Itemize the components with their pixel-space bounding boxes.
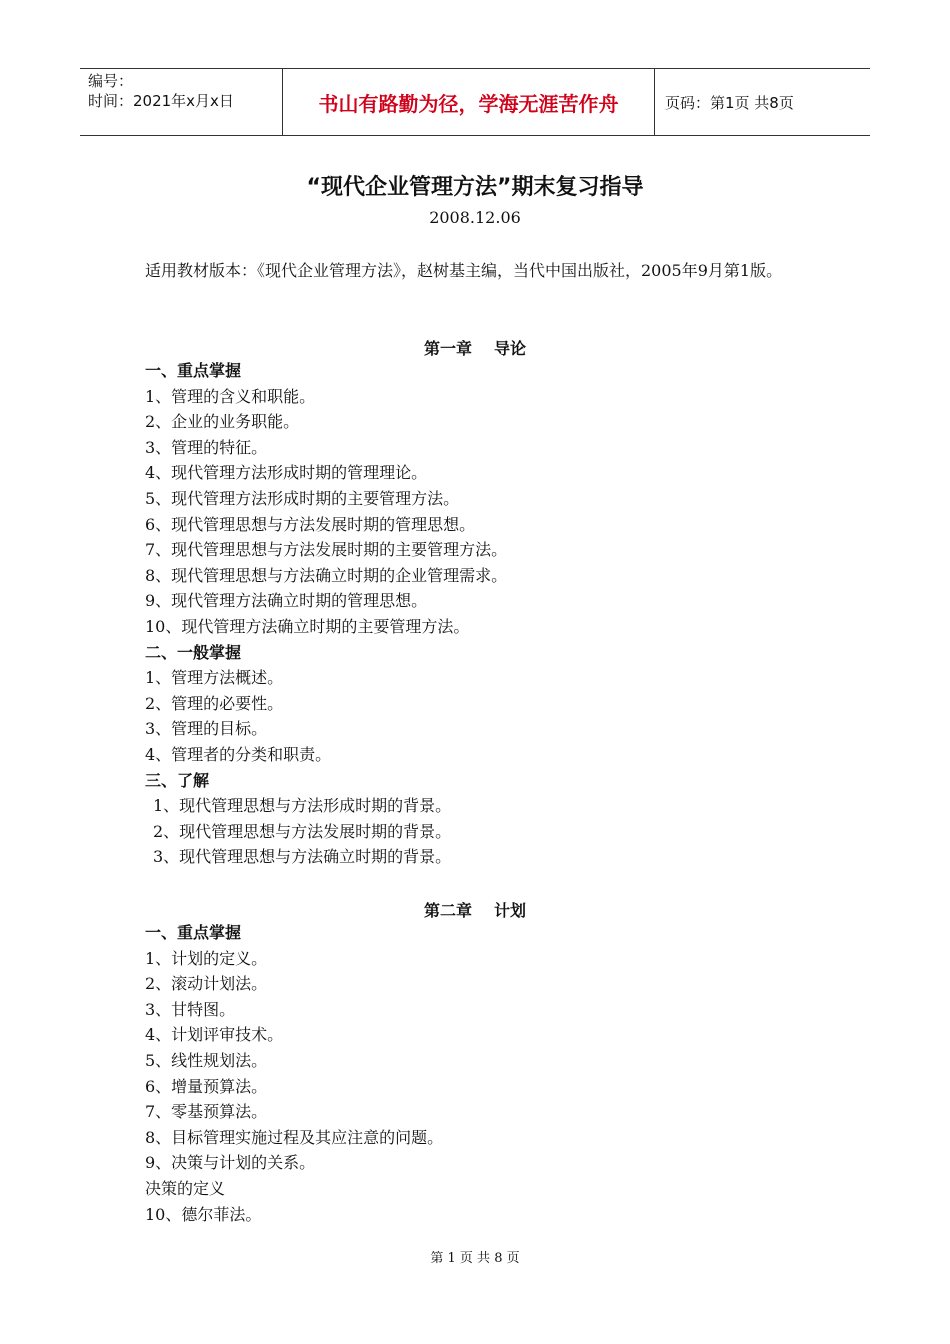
list-item: 2、滚动计划法。 xyxy=(145,974,268,994)
list-item: 2、管理的必要性。 xyxy=(145,693,284,713)
list-item: 6、增量预算法。 xyxy=(145,1076,268,1096)
list-item: 8、目标管理实施过程及其应注意的问题。 xyxy=(145,1127,444,1147)
chapter-2-name: 计划 xyxy=(494,901,527,920)
list-item: 1、管理方法概述。 xyxy=(145,668,284,688)
list-item: 8、现代管理思想与方法确立时期的企业管理需求。 xyxy=(145,565,508,585)
document-date: 2008.12.06 xyxy=(429,208,521,227)
header-left-cell xyxy=(80,69,282,135)
list-item: 3、管理的特征。 xyxy=(145,437,268,457)
list-item: 6、现代管理思想与方法发展时期的管理思想。 xyxy=(145,514,476,534)
chapter-1-number: 第一章 xyxy=(423,339,472,358)
list-item: 5、线性规划法。 xyxy=(145,1050,268,1070)
list-item: 5、现代管理方法形成时期的主要管理方法。 xyxy=(145,488,460,508)
document-intro: 适用教材版本：《现代企业管理方法》，赵树基主编，当代中国出版社，2005年9月第1版。 xyxy=(145,261,783,280)
list-item: 9、决策与计划的关系。 xyxy=(145,1153,316,1173)
list-item: 4、管理者的分类和职责。 xyxy=(145,744,332,764)
section-heading: 二、一般掌握 xyxy=(145,642,242,662)
document-title: “现代企业管理方法”期末复习指导 xyxy=(306,175,644,200)
list-item: 3、现代管理思想与方法确立时期的背景。 xyxy=(153,847,452,867)
list-item: 1、现代管理思想与方法形成时期的背景。 xyxy=(153,796,452,816)
list-item: 3、甘特图。 xyxy=(145,999,236,1019)
list-item: 10、现代管理方法确立时期的主要管理方法。 xyxy=(145,616,470,636)
chapter-1-name: 导论 xyxy=(494,339,527,358)
list-item: 3、管理的目标。 xyxy=(145,719,268,739)
chapter-2-content xyxy=(145,920,825,1227)
header-time-label: 时间：2021年x月x日 xyxy=(88,92,234,110)
list-item: 7、零基预算法。 xyxy=(145,1102,268,1122)
section-heading: 三、了解 xyxy=(145,770,210,790)
chapter-1-content xyxy=(145,358,825,870)
list-item: 2、企业的业务职能。 xyxy=(145,412,300,432)
chapter-2-number: 第二章 xyxy=(423,901,472,920)
list-item: 7、现代管理思想与方法发展时期的主要管理方法。 xyxy=(145,540,508,560)
chapter-1-heading xyxy=(0,336,950,359)
list-item: 1、管理的含义和职能。 xyxy=(145,386,316,406)
list-item: 2、现代管理思想与方法发展时期的背景。 xyxy=(153,821,452,841)
page-footer: 第 1 页 共 8 页 xyxy=(430,1251,520,1266)
page-header xyxy=(80,68,870,136)
header-motto: 书山有路勤为径，学海无涯苦作舟 xyxy=(282,69,655,135)
list-item: 4、现代管理方法形成时期的管理理论。 xyxy=(145,463,428,483)
section-heading: 一、重点掌握 xyxy=(145,361,242,380)
header-number-label: 编号： xyxy=(88,72,134,90)
list-item: 决策的定义 xyxy=(145,1178,226,1198)
section-heading: 一、重点掌握 xyxy=(145,923,242,942)
list-item: 9、现代管理方法确立时期的管理思想。 xyxy=(145,591,428,611)
list-item: 10、德尔菲法。 xyxy=(145,1204,262,1224)
chapter-2-heading xyxy=(0,898,950,921)
list-item: 4、计划评审技术。 xyxy=(145,1025,284,1045)
list-item: 1、计划的定义。 xyxy=(145,948,268,968)
header-page-label: 页码：第1页 共8页 xyxy=(665,93,794,112)
